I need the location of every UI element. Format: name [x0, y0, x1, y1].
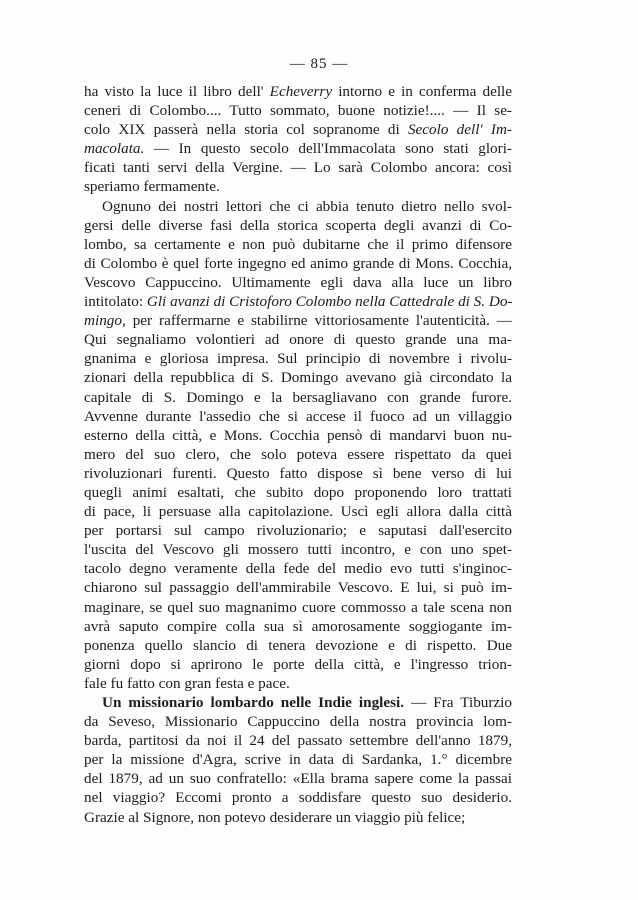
- text-line: [84, 750, 512, 769]
- line-text: del 1879, ad un suo confratello: «Ella brama sapere come la passai: [84, 770, 512, 788]
- text-line: [84, 368, 512, 387]
- italic-text: Gli avanzi di Cristoforo Colombo nella Cattedrale di S. Do-: [146, 293, 513, 311]
- text-line: [84, 101, 512, 120]
- section-title: Un missionario lombardo nelle Indie inglesi.: [102, 694, 405, 711]
- text-line: [84, 197, 512, 216]
- text-line: [84, 139, 512, 158]
- line-text: Vescovo Cappuccino. Ultimamente egli dava alla luce un libro: [84, 273, 512, 291]
- text-line: [84, 808, 512, 827]
- line-text: gnanima e gloriosa impresa. Sul principio di novembre i rivolu-: [84, 350, 512, 368]
- italic-text: Echeverry: [269, 83, 333, 100]
- text-line: [84, 82, 512, 101]
- line-text: Grazie al Signore, non potevo desiderare un viaggio più felice;: [84, 808, 466, 826]
- text-line: [84, 273, 512, 292]
- line-text-after: intorno e in conferma delle: [332, 83, 513, 100]
- line-text: per la missione d'Agra, scrive in data di Sardanka, 1.° dicembre: [84, 751, 512, 769]
- text-line: [84, 177, 512, 196]
- line-text: ceneri di Colombo.... Tutto sommato, buone notizie!.... — Il se-: [84, 102, 512, 120]
- line-text: giorni dopo si aprirono le porte della città, e l'ingresso trion-: [84, 655, 512, 673]
- line-text: tacolo degno veramente della fede del medio evo tutti s'inginoc-: [84, 560, 512, 578]
- text-line: [84, 120, 512, 139]
- line-text: gersi delle diverse fasi della storica scoperta degli avanzi di Co-: [84, 216, 512, 234]
- line-text: Avvenne durante l'assedio che si accese il fuoco ad un villaggio: [84, 407, 512, 425]
- text-line: [84, 788, 512, 807]
- line-text: quegli animi esaltati, che subito dopo proponendo loro trattati: [84, 483, 512, 501]
- line-text: capitale di S. Domingo e la bersagliavano con grande furore.: [84, 388, 512, 406]
- italic-text: mingo,: [84, 312, 126, 330]
- text-line: [84, 521, 512, 540]
- italic-text: macolata.: [84, 140, 145, 158]
- line-text: ponenza quello slancio di tenera devozione e di rispetto. Due: [84, 636, 512, 654]
- line-text: barda, partitosi da noi il 24 del passato settembre dell'anno 1879,: [84, 732, 512, 750]
- line-text: ha visto la luce il libro dell': [84, 83, 270, 100]
- line-text: speriamo fermamente.: [84, 178, 220, 196]
- line-text: chiarono sul passaggio dell'ammirabile Vescovo. E lui, si può im-: [84, 579, 512, 597]
- text-line: [84, 445, 512, 464]
- text-line: [84, 330, 512, 349]
- line-text: rivoluzionari furenti. Questo fatto dispose sì bene verso di lui: [84, 464, 512, 482]
- text-line: [84, 598, 512, 617]
- body-text: [84, 82, 512, 827]
- text-line: [84, 731, 512, 750]
- text-line: [84, 216, 512, 235]
- text-line: [84, 674, 512, 693]
- line-text: per portarsi sul campo rivoluzionario; e saputasi dall'esercito: [84, 522, 512, 540]
- text-line: [84, 540, 512, 559]
- page-number: — 85 —: [289, 56, 349, 72]
- text-line: [84, 636, 512, 655]
- text-line: [84, 158, 512, 177]
- text-line: [84, 769, 512, 788]
- line-text: zionari della repubblica di S. Domingo avevano già circondato la: [84, 369, 512, 387]
- line-text: esterno della città, e Mons. Cocchia pensò di mandarvi buon nu-: [84, 426, 512, 444]
- line-text: di Colombo è quel forte ingegno ed animo grande di Mons. Cocchia,: [84, 254, 512, 272]
- line-text: Ognuno dei nostri lettori che ci abbia tenuto dietro nello svol-: [102, 197, 512, 215]
- text-line: [84, 655, 512, 674]
- text-line: [84, 617, 512, 636]
- line-text: di pace, li persuase alla capitolazione. Uscì egli allora dalla città: [84, 503, 512, 521]
- line-text: ficati tanti servi della Vergine. — Lo sarà Colombo ancora: così: [84, 159, 512, 177]
- line-text-after: — Fra Tiburzio: [404, 694, 512, 711]
- text-line: [84, 693, 512, 712]
- text-line: [84, 464, 512, 483]
- text-line: [84, 483, 512, 502]
- line-text: nel viaggio? Eccomi pronto a soddisfare questo suo desiderio.: [84, 789, 512, 807]
- italic-text: Secolo dell' Im-: [407, 121, 512, 139]
- line-text: intitolato:: [84, 293, 147, 311]
- line-text: l'uscita del Vescovo gli mossero tutti incontro, e con uno spet-: [84, 541, 512, 559]
- line-text: maginare, se quel suo magnanimo cuore commosso a tale scena non: [84, 598, 512, 616]
- text-line: [84, 254, 512, 273]
- line-text: lombo, sa certamente e non può dubitarne che il primo difensore: [84, 235, 512, 253]
- text-line: [84, 292, 512, 311]
- text-line: [84, 426, 512, 445]
- line-text: colo XIX passerà nella storia col sopranome di: [84, 121, 408, 139]
- line-text-after: per raffermarne e stabilirne vittoriosamente l'autenticità. —: [125, 312, 512, 330]
- text-line: [84, 502, 512, 521]
- text-line: [84, 559, 512, 578]
- line-text: fale fu fatto con gran festa e pace.: [84, 674, 290, 692]
- text-line: [84, 407, 512, 426]
- line-text: Qui segnaliamo volontieri ad onore di questo grande una ma-: [84, 331, 512, 349]
- text-line: [84, 712, 512, 731]
- text-line: [84, 349, 512, 368]
- line-text-after: — In questo secolo dell'Immacolata sono stati glori-: [144, 140, 512, 158]
- line-text: da Seveso, Missionario Cappuccino della nostra provincia lom-: [84, 713, 512, 731]
- text-line: [84, 388, 512, 407]
- text-line: [84, 578, 512, 597]
- line-text: mero del suo clero, che solo poteva essere rispettato da quei: [84, 445, 512, 463]
- text-line: [84, 235, 512, 254]
- text-line: [84, 311, 512, 330]
- line-text: avrà saputo compire colla sua sì amorosamente soggiogante im-: [84, 617, 512, 635]
